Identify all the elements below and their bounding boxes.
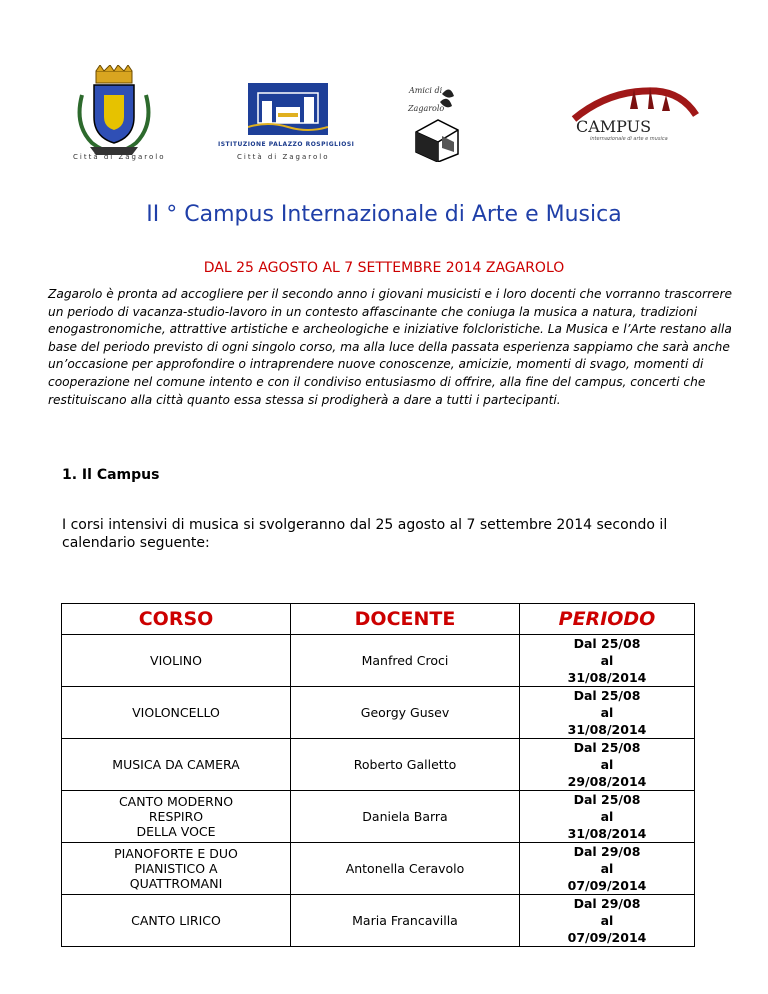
logo3-line1: Amici di bbox=[409, 86, 443, 95]
period-start: Dal 25/08 bbox=[573, 792, 641, 807]
corso-line: QUATTROMANI bbox=[129, 876, 223, 891]
period-end: 07/09/2014 bbox=[567, 878, 647, 893]
logo1-caption: Città di Zagarolo bbox=[73, 153, 166, 161]
cell-periodo bbox=[520, 895, 695, 947]
table-row bbox=[62, 843, 695, 895]
cell-periodo bbox=[520, 635, 695, 687]
cell-periodo bbox=[520, 739, 695, 791]
table-row bbox=[62, 895, 695, 947]
period-start: Dal 25/08 bbox=[573, 740, 641, 755]
date-subtitle: DAL 25 AGOSTO AL 7 SETTEMBRE 2014 ZAGAROLO bbox=[203, 260, 565, 276]
cell-docente: Maria Francavilla bbox=[291, 895, 520, 947]
cell-periodo bbox=[520, 687, 695, 739]
cell-docente: Georgy Gusev bbox=[291, 687, 520, 739]
table-row bbox=[62, 791, 695, 843]
cell-corso: VIOLONCELLO bbox=[62, 687, 291, 739]
corso-line: DELLA VOCE bbox=[136, 824, 216, 839]
period-end: 29/08/2014 bbox=[567, 774, 647, 789]
zagarolo-coat-of-arms-logo bbox=[72, 65, 156, 161]
period-end: 31/08/2014 bbox=[567, 670, 647, 685]
cell-corso: MUSICA DA CAMERA bbox=[62, 739, 291, 791]
cell-corso: VIOLINO bbox=[62, 635, 291, 687]
logo3-line2: Zagarolo bbox=[408, 104, 445, 113]
period-al: al bbox=[600, 913, 614, 928]
period-start: Dal 25/08 bbox=[573, 688, 641, 703]
logo-strip bbox=[0, 55, 768, 175]
logo2-caption-bottom: Città di Zagarolo bbox=[237, 153, 330, 161]
cell-periodo bbox=[520, 791, 695, 843]
corso-line: CANTO MODERNO bbox=[118, 794, 234, 809]
table-row bbox=[62, 687, 695, 739]
corso-line: PIANOFORTE E DUO bbox=[114, 846, 238, 861]
period-start: Dal 25/08 bbox=[573, 636, 641, 651]
period-end: 31/08/2014 bbox=[567, 722, 647, 737]
cell-corso: CANTO LIRICO bbox=[62, 895, 291, 947]
period-start: Dal 29/08 bbox=[573, 896, 641, 911]
logo4-title: CAMPUS bbox=[576, 117, 652, 136]
logo4-subtitle: internazionale di arte e musica bbox=[590, 136, 668, 142]
table-header-row bbox=[62, 604, 695, 635]
cell-corso bbox=[62, 843, 291, 895]
cell-docente: Roberto Galletto bbox=[291, 739, 520, 791]
period-start: Dal 29/08 bbox=[573, 844, 641, 859]
table-row bbox=[62, 739, 695, 791]
course-schedule-table bbox=[61, 603, 695, 947]
cell-docente: Antonella Ceravolo bbox=[291, 843, 520, 895]
header-docente: DOCENTE bbox=[291, 604, 520, 635]
header-periodo: PERIODO bbox=[520, 604, 695, 635]
period-al: al bbox=[600, 705, 614, 720]
cell-docente: Daniela Barra bbox=[291, 791, 520, 843]
period-al: al bbox=[600, 653, 614, 668]
palazzo-rospigliosi-logo bbox=[248, 83, 328, 135]
logo2-caption-top: ISTITUZIONE PALAZZO ROSPIGLIOSI bbox=[218, 141, 355, 148]
document-title: II ° Campus Internazionale di Arte e Musica bbox=[146, 202, 622, 227]
corso-line: RESPIRO bbox=[148, 809, 204, 824]
cell-corso bbox=[62, 791, 291, 843]
period-al: al bbox=[600, 861, 614, 876]
section-heading: 1. Il Campus bbox=[62, 467, 160, 483]
corso-line: PIANISTICO A bbox=[134, 861, 218, 876]
period-al: al bbox=[600, 809, 614, 824]
period-al: al bbox=[600, 757, 614, 772]
table-row bbox=[62, 635, 695, 687]
period-end: 31/08/2014 bbox=[567, 826, 647, 841]
header-corso: CORSO bbox=[62, 604, 291, 635]
intro-paragraph: Zagarolo è pronta ad accogliere per il secondo anno i giovani musicisti e i loro docenti che vorranno trascorrere un periodo di vacanza-studio-lavoro in un contesto affascinante che coniuga la musica a natura, tradizioni enogastronomiche, attrattive artistiche e archeologiche e iniziative folcloristiche. La Musica e l’Arte restano alla base del periodo previsto di ogni singolo corso, ma alla luce della passata esperienza sappiamo che sarà anche un’occasione per approfondire o intraprendere nuove conoscenze, amicizie, momenti di svago, momenti di cooperazione nel comune intento e con il condiviso entusiasmo di offrire, alla fine del campus, concerti che restituiscano alla città quanto essa stessa si prodigherà a dare a tutti i partecipanti. bbox=[48, 287, 733, 407]
cell-periodo bbox=[520, 843, 695, 895]
lead-paragraph: I corsi intensivi di musica si svolgeranno dal 25 agosto al 7 settembre 2014 secondo il calendario seguente: bbox=[62, 517, 668, 551]
period-end: 07/09/2014 bbox=[567, 930, 647, 945]
cell-docente: Manfred Croci bbox=[291, 635, 520, 687]
